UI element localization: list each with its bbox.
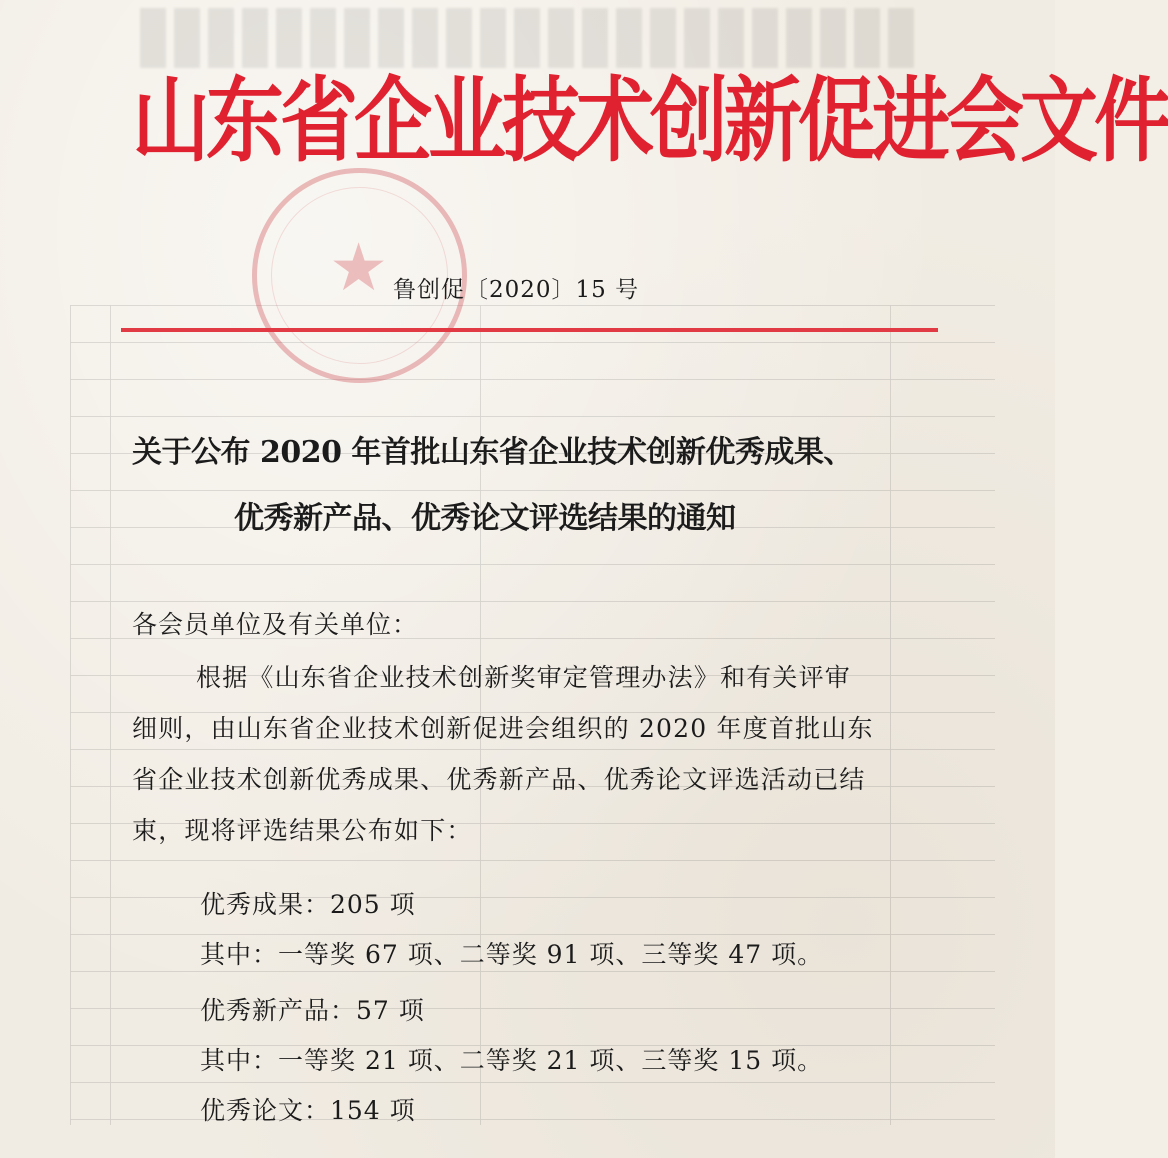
paragraph-line: 省企业技术创新优秀成果、优秀新产品、优秀论文评选活动已结 (132, 765, 866, 794)
document-number: 鲁创促〔2020〕15 号 (393, 277, 640, 303)
result-heading-new-products: 优秀新产品：57 项 (200, 996, 425, 1025)
result-heading-achievements: 优秀成果：205 项 (200, 890, 416, 919)
result-heading-papers: 优秀论文：154 项 (200, 1096, 416, 1125)
result-detail-achievements: 其中：一等奖 67 项、二等奖 91 项、三等奖 47 项。 (200, 940, 824, 969)
document-header-title: 山东省企业技术创新促进会文件 (132, 67, 1168, 175)
results-list (200, 880, 823, 1136)
paragraph-line: 细则，由山东省企业技术创新促进会组织的 2020 年度首批山东 (132, 714, 874, 743)
notice-title (132, 420, 952, 552)
salutation: 各会员单位及有关单位： (132, 610, 419, 639)
body-paragraph (132, 652, 972, 856)
result-detail-new-products: 其中：一等奖 21 项、二等奖 21 项、三等奖 15 项。 (200, 1046, 824, 1075)
notice-title-line-1: 关于公布 2020 年首批山东省企业技术创新优秀成果、 (132, 435, 853, 470)
seal-star-icon: ★ (329, 229, 389, 306)
paragraph-line: 束，现将评选结果公布如下： (132, 816, 473, 845)
notice-title-line-2: 优秀新产品、优秀论文评选结果的通知 (234, 501, 736, 536)
red-divider-line (121, 328, 938, 332)
paragraph-line: 根据《山东省企业技术创新奖审定管理办法》和有关评审 (196, 663, 852, 692)
